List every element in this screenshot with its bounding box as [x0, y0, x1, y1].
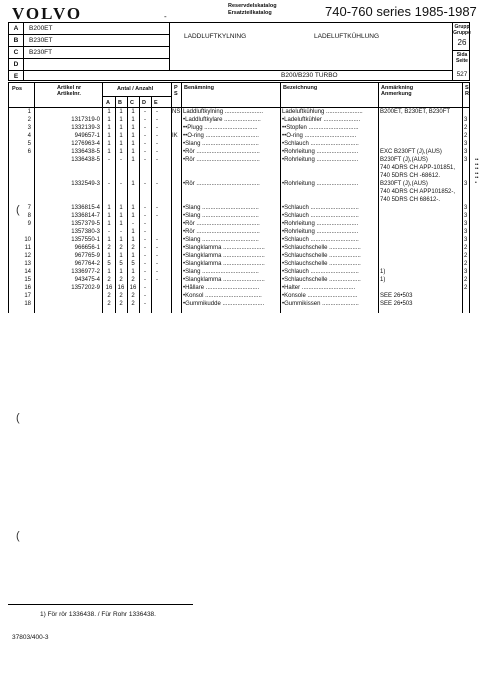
- table-row: [9, 228, 469, 236]
- series-title: 740-760 series 1985-1987: [325, 4, 477, 19]
- cell-ben: •Rör ......................................: [183, 149, 260, 155]
- table-row: [9, 292, 469, 300]
- cell-d: -: [144, 125, 146, 131]
- cell-ben: ••O-ring ................................: [183, 133, 259, 139]
- cell-pos: 9: [27, 221, 31, 227]
- cell-c: 16: [129, 285, 137, 291]
- cell-c: 1: [131, 213, 135, 219]
- cell-b: 2: [119, 277, 123, 283]
- table-row: [9, 276, 469, 284]
- cell-anm: 1): [380, 269, 386, 275]
- cell-sr: 3: [464, 269, 468, 275]
- cell-anm: EXC B230FT (J),(AUS): [380, 149, 442, 155]
- cell-ps: NS: [172, 109, 181, 115]
- cell-e: -: [156, 205, 158, 211]
- catalog-title: [228, 3, 277, 17]
- cell-a: 1: [107, 205, 111, 211]
- cell-c: 1: [131, 229, 135, 235]
- cell-art: 943475-4: [74, 277, 100, 283]
- cell-c: 1: [131, 117, 135, 123]
- cell-b: 1: [119, 205, 123, 211]
- col-sr-s: S: [465, 85, 469, 91]
- cell-sr: 2: [464, 133, 468, 139]
- cell-pos: 6: [27, 149, 31, 155]
- cell-c: -: [132, 221, 134, 227]
- cell-art: 1357379-5: [71, 221, 100, 227]
- col-benamning: Benämning: [184, 85, 214, 91]
- cell-sr: 2: [464, 245, 468, 251]
- cell-pos: 2: [27, 117, 31, 123]
- table-row: [9, 188, 469, 196]
- cell-pos: 14: [24, 269, 31, 275]
- cell-bez: •Schlauchschelle ...................: [282, 277, 361, 283]
- cell-c: 2: [131, 245, 135, 251]
- table-row: [9, 148, 469, 156]
- col-b: B: [118, 100, 122, 106]
- cell-ben: •Slangklamma .........................: [183, 245, 265, 251]
- table-row: [9, 108, 469, 116]
- cell-c: 1: [131, 269, 135, 275]
- cell-e: -: [156, 181, 158, 187]
- cell-art: 1357202-9: [71, 285, 100, 291]
- table-row: [9, 196, 469, 204]
- cell-b: 1: [119, 149, 123, 155]
- cell-art: 1357550-1: [71, 237, 100, 243]
- cell-art: 1336438-5: [71, 157, 100, 163]
- cell-c: 1: [131, 237, 135, 243]
- table-row: [9, 132, 469, 140]
- col-p: P: [174, 85, 178, 91]
- cell-pos: 7: [27, 205, 31, 211]
- cell-c: 1: [131, 181, 135, 187]
- cell-b: 16: [117, 285, 125, 291]
- table-row: [9, 260, 469, 268]
- cell-b: -: [120, 157, 122, 163]
- cell-sr: 3: [464, 229, 468, 235]
- cell-d: -: [144, 141, 146, 147]
- cell-ben: •Slang ..................................: [183, 205, 259, 211]
- cell-bez: •Schlauch .............................: [282, 141, 359, 147]
- cell-d: -: [144, 277, 146, 283]
- cell-art: 1336814-7: [71, 213, 100, 219]
- cell-e: -: [156, 253, 158, 259]
- cell-bez: •Schlauch .............................: [282, 237, 359, 243]
- cell-bez: •Rohrleitung .........................: [282, 229, 359, 235]
- cell-pos: 8: [27, 213, 31, 219]
- cell-c: 2: [131, 301, 135, 307]
- engine-variant: B230ET: [29, 37, 53, 44]
- header-block: [8, 22, 470, 81]
- cell-pos: 10: [24, 237, 31, 243]
- cell-bez: ••Stopfen ..............................: [282, 125, 359, 131]
- cell-bez: •Schlauchschelle ...................: [282, 245, 361, 251]
- grupp-value: 26: [457, 38, 467, 47]
- cell-anm: SEE 26•503: [380, 301, 413, 307]
- col-anmarkning: Anmärkning: [381, 85, 414, 91]
- cell-bez: ••O-ring ...............................: [282, 133, 357, 139]
- title-sv: LADDLUFTKYLNING: [184, 33, 247, 40]
- col-pos: Pos: [12, 86, 23, 92]
- cell-c: 1: [131, 149, 135, 155]
- cell-bez: •Rohrleitung .........................: [282, 157, 359, 163]
- cell-ben: •Hållare ................................: [183, 285, 260, 291]
- cell-ben: •Konsol ..................................: [183, 293, 262, 299]
- cell-pos: 4: [27, 133, 31, 139]
- cell-bez: •Rohrleitung .........................: [282, 149, 359, 155]
- cell-c: 1: [131, 157, 135, 163]
- margin-bracket: (: [16, 412, 20, 424]
- col-d: D: [142, 100, 146, 106]
- cell-e: -: [156, 117, 158, 123]
- table-header: [8, 82, 470, 108]
- cell-art: 967765-9: [74, 253, 100, 259]
- cell-ben: •Gummikudde .........................: [183, 301, 265, 307]
- cell-c: 1: [131, 205, 135, 211]
- cell-c: 5: [131, 261, 135, 267]
- row-letter: A: [13, 25, 19, 32]
- col-anmerkung: Anmerkung: [381, 91, 412, 97]
- cell-bez: •Rohrleitung .........................: [282, 221, 359, 227]
- cell-b: 1: [119, 141, 123, 147]
- cell-anm: 1): [380, 277, 386, 283]
- cell-ps: IK: [172, 133, 178, 139]
- cell-sr: 2: [464, 285, 468, 291]
- cell-c: 1: [131, 109, 135, 115]
- cell-d: -: [144, 205, 146, 211]
- engine-variant: B230FT: [29, 49, 53, 56]
- cell-bez: •Ladeluftkühler ......................: [282, 117, 361, 123]
- cell-pos: 16: [24, 285, 31, 291]
- cell-art: 1332139-3: [71, 125, 100, 131]
- cell-ben: Laddluftkylning .......................: [183, 109, 264, 115]
- cell-sr: 3: [464, 117, 468, 123]
- cell-a: -: [108, 157, 110, 163]
- cell-art: 949657-1: [74, 133, 100, 139]
- col-sr-r: R: [465, 91, 469, 97]
- document-number: 37803/400-3: [12, 634, 49, 641]
- cell-d: -: [144, 109, 146, 115]
- col-bezeichnung: Bezeichnung: [283, 85, 318, 91]
- cell-d: -: [144, 181, 146, 187]
- col-a: A: [106, 100, 110, 106]
- cell-bez: •Konsole ..............................: [282, 293, 358, 299]
- cell-d: -: [144, 293, 146, 299]
- cell-art: 966656-1: [74, 245, 100, 251]
- cell-sr: 3: [464, 181, 468, 187]
- cell-bez: •Gummikissen ......................: [282, 301, 359, 307]
- cell-ben: •Slang ..................................: [183, 213, 259, 219]
- grupp-label: Grupp Gruppe: [453, 24, 471, 36]
- cell-e: -: [156, 245, 158, 251]
- table-row: [9, 172, 469, 180]
- cell-b: 2: [119, 293, 123, 299]
- cell-anm: 740 5DRS CH -68612.: [380, 173, 441, 179]
- cell-anm: 740 4DRS CH APP101852-,: [380, 189, 456, 195]
- col-antal: Antal / Anzahl: [117, 86, 154, 92]
- table-row: [9, 124, 469, 132]
- catalog-title-sv: Reservdelskatalog: [228, 3, 277, 9]
- row-letter: C: [13, 49, 19, 56]
- cell-d: -: [144, 261, 146, 267]
- cell-a: 1: [107, 125, 111, 131]
- cell-sr: 3: [464, 149, 468, 155]
- cell-d: -: [144, 157, 146, 163]
- cell-a: 5: [107, 261, 111, 267]
- cell-bez: •Schlauchschelle ...................: [282, 253, 361, 259]
- cell-d: -: [144, 221, 146, 227]
- footnote: 1) För rör 1336438. / Für Rohr 1336438.: [40, 611, 156, 618]
- cell-art: 1276963-4: [71, 141, 100, 147]
- cell-b: 1: [119, 237, 123, 243]
- cell-sr: 2: [464, 261, 468, 267]
- table-row: [9, 204, 469, 212]
- row-letter: D: [13, 61, 19, 68]
- table-row: [9, 212, 469, 220]
- cell-a: 1: [107, 213, 111, 219]
- col-artikel-de: Artikelnr.: [57, 91, 81, 97]
- cell-ben: •Slangklamma .........................: [183, 253, 265, 259]
- cell-sr: 3: [464, 205, 468, 211]
- cell-a: -: [108, 229, 110, 235]
- cell-anm: B200ET, B230ET, B230FT: [380, 109, 451, 115]
- cell-a: 1: [107, 109, 111, 115]
- cell-a: 16: [105, 285, 113, 291]
- cell-d: -: [144, 149, 146, 155]
- engine-variant: B200ET: [29, 25, 53, 32]
- cell-anm: B230FT (J),(AUS): [380, 181, 428, 187]
- cell-b: -: [120, 229, 122, 235]
- table-row: [9, 300, 469, 308]
- cell-ben: •Slangklamma .........................: [183, 261, 265, 267]
- margin-bracket: (: [16, 530, 20, 542]
- cell-e: -: [156, 149, 158, 155]
- cell-anm: 740 4DRS CH APP-101851,: [380, 165, 456, 171]
- sida-label: Sida Seite: [456, 52, 468, 64]
- cell-a: 2: [107, 245, 111, 251]
- cell-bez: •Schlauch .............................: [282, 269, 359, 275]
- cell-pos: 15: [24, 277, 31, 283]
- cell-c: 2: [131, 277, 135, 283]
- cell-sr: 2: [464, 253, 468, 259]
- cell-ben: •Slang ..................................: [183, 237, 259, 243]
- volvo-logo: VOLVO: [12, 4, 83, 23]
- table-row: [9, 244, 469, 252]
- cell-a: 2: [107, 277, 111, 283]
- cell-pos: 5: [27, 141, 31, 147]
- table-row: [9, 284, 469, 292]
- cell-e: -: [156, 157, 158, 163]
- table-row: [9, 164, 469, 172]
- catalog-title-de: Ersatzteilkatalog: [228, 10, 272, 16]
- cell-c: 1: [131, 141, 135, 147]
- cell-sr: 3: [464, 157, 468, 163]
- cell-e: -: [156, 269, 158, 275]
- cell-a: 1: [107, 149, 111, 155]
- cell-sr: 3: [464, 141, 468, 147]
- cell-ben: •Rör ......................................: [183, 229, 260, 235]
- cell-a: 2: [107, 301, 111, 307]
- cell-a: 2: [107, 293, 111, 299]
- cell-bez: •Rohrleitung .........................: [282, 181, 359, 187]
- cell-b: 1: [119, 221, 123, 227]
- cell-b: 1: [119, 213, 123, 219]
- cell-e: -: [156, 109, 158, 115]
- cell-a: 1: [107, 221, 111, 227]
- cell-bez: •Schlauch .............................: [282, 213, 359, 219]
- cell-e: -: [156, 237, 158, 243]
- cell-sr: 2: [464, 125, 468, 131]
- col-artikel: Artikel nr: [57, 85, 82, 91]
- cell-b: 1: [119, 117, 123, 123]
- table-row: [9, 268, 469, 276]
- cell-pos: 11: [24, 245, 31, 251]
- cell-d: -: [144, 285, 146, 291]
- cell-e: -: [156, 261, 158, 267]
- cell-e: -: [156, 213, 158, 219]
- cell-art: 1332549-3: [71, 181, 100, 187]
- cell-a: 1: [107, 141, 111, 147]
- cell-d: -: [144, 269, 146, 275]
- cell-d: -: [144, 229, 146, 235]
- engine-label: B200/B230 TURBO: [281, 72, 338, 79]
- cell-a: 1: [107, 269, 111, 275]
- table-row: [9, 220, 469, 228]
- cell-ben: •Laddluftkylare ......................: [183, 117, 261, 123]
- col-c: C: [130, 100, 134, 106]
- cell-b: 1: [119, 125, 123, 131]
- cell-b: 2: [119, 301, 123, 307]
- margin-bracket: (: [16, 204, 20, 216]
- cell-sr: 2: [464, 277, 468, 283]
- cell-bez: •Schlauch .............................: [282, 205, 359, 211]
- cell-ben: •Rör ......................................: [183, 221, 260, 227]
- cell-pos: 12: [24, 253, 31, 259]
- cell-sr: 3: [464, 237, 468, 243]
- cell-pos: 18: [24, 301, 31, 307]
- table-row: [9, 116, 469, 124]
- cell-c: 1: [131, 133, 135, 139]
- cell-d: -: [144, 213, 146, 219]
- cell-bez: •Schlauchschelle ...................: [282, 261, 361, 267]
- cell-bez: •Halter ................................: [282, 285, 356, 291]
- cell-ben: •Rör ......................................: [183, 181, 260, 187]
- cell-c: 1: [131, 253, 135, 259]
- cell-anm: B230FT (J),(AUS): [380, 157, 428, 163]
- cell-d: -: [144, 245, 146, 251]
- cell-ben: •Rör ......................................: [183, 157, 260, 163]
- cell-e: -: [156, 133, 158, 139]
- sida-value: 527: [456, 71, 468, 78]
- row-letter: B: [13, 37, 19, 44]
- cell-art: 1336438-5: [71, 149, 100, 155]
- cell-sr: 3: [464, 213, 468, 219]
- cell-e: -: [156, 125, 158, 131]
- cell-art: 1336815-4: [71, 205, 100, 211]
- cell-a: 1: [107, 117, 111, 123]
- cell-d: -: [144, 117, 146, 123]
- cell-sr: 3: [464, 221, 468, 227]
- cell-ben: •Slang ..................................: [183, 141, 259, 147]
- cell-pos: 1: [27, 109, 31, 115]
- cell-d: -: [144, 133, 146, 139]
- cell-b: 1: [119, 133, 123, 139]
- cell-c: 2: [131, 293, 135, 299]
- cell-art: 1357380-3: [71, 229, 100, 235]
- cell-a: -: [108, 181, 110, 187]
- cell-d: -: [144, 237, 146, 243]
- separator-dot: -: [164, 12, 167, 21]
- table-row: [9, 180, 469, 188]
- cell-ben: ••Plugg ................................: [183, 125, 258, 131]
- table-row: [9, 140, 469, 148]
- cell-c: 1: [131, 125, 135, 131]
- cell-anm: SEE 26•503: [380, 293, 413, 299]
- cell-art: 967764-2: [74, 261, 100, 267]
- cell-pos: 13: [24, 261, 31, 267]
- col-s: S: [174, 91, 178, 97]
- cell-b: 1: [119, 109, 123, 115]
- cell-e: -: [156, 141, 158, 147]
- cell-e: -: [156, 277, 158, 283]
- cell-d: -: [144, 253, 146, 259]
- cell-b: 2: [119, 245, 123, 251]
- cell-a: 1: [107, 133, 111, 139]
- cell-ben: •Slangklamma .........................: [183, 277, 265, 283]
- parts-table: [8, 108, 470, 313]
- cell-bez: Ladeluftkühlung ......................: [282, 109, 363, 115]
- row-letter: E: [13, 73, 19, 80]
- cell-a: 1: [107, 253, 111, 259]
- cell-pos: 3: [27, 125, 31, 131]
- cell-b: -: [120, 181, 122, 187]
- cell-b: 1: [119, 253, 123, 259]
- cell-a: 1: [107, 237, 111, 243]
- cell-d: -: [144, 301, 146, 307]
- cell-b: 5: [119, 261, 123, 267]
- col-e: E: [154, 100, 158, 106]
- cell-b: 1: [119, 269, 123, 275]
- table-row: [9, 236, 469, 244]
- side-marks: •••••••••••: [475, 157, 479, 186]
- table-row: [9, 156, 469, 164]
- title-de: LADELUFTKÜHLUNG: [314, 33, 380, 40]
- cell-anm: 740 5DRS CH 68612-.: [380, 197, 441, 203]
- cell-pos: 17: [24, 293, 31, 299]
- footnote-rule: [8, 604, 193, 605]
- table-row: [9, 252, 469, 260]
- cell-art: 1317319-0: [71, 117, 100, 123]
- cell-art: 1336977-2: [71, 269, 100, 275]
- cell-ben: •Slang ..................................: [183, 269, 259, 275]
